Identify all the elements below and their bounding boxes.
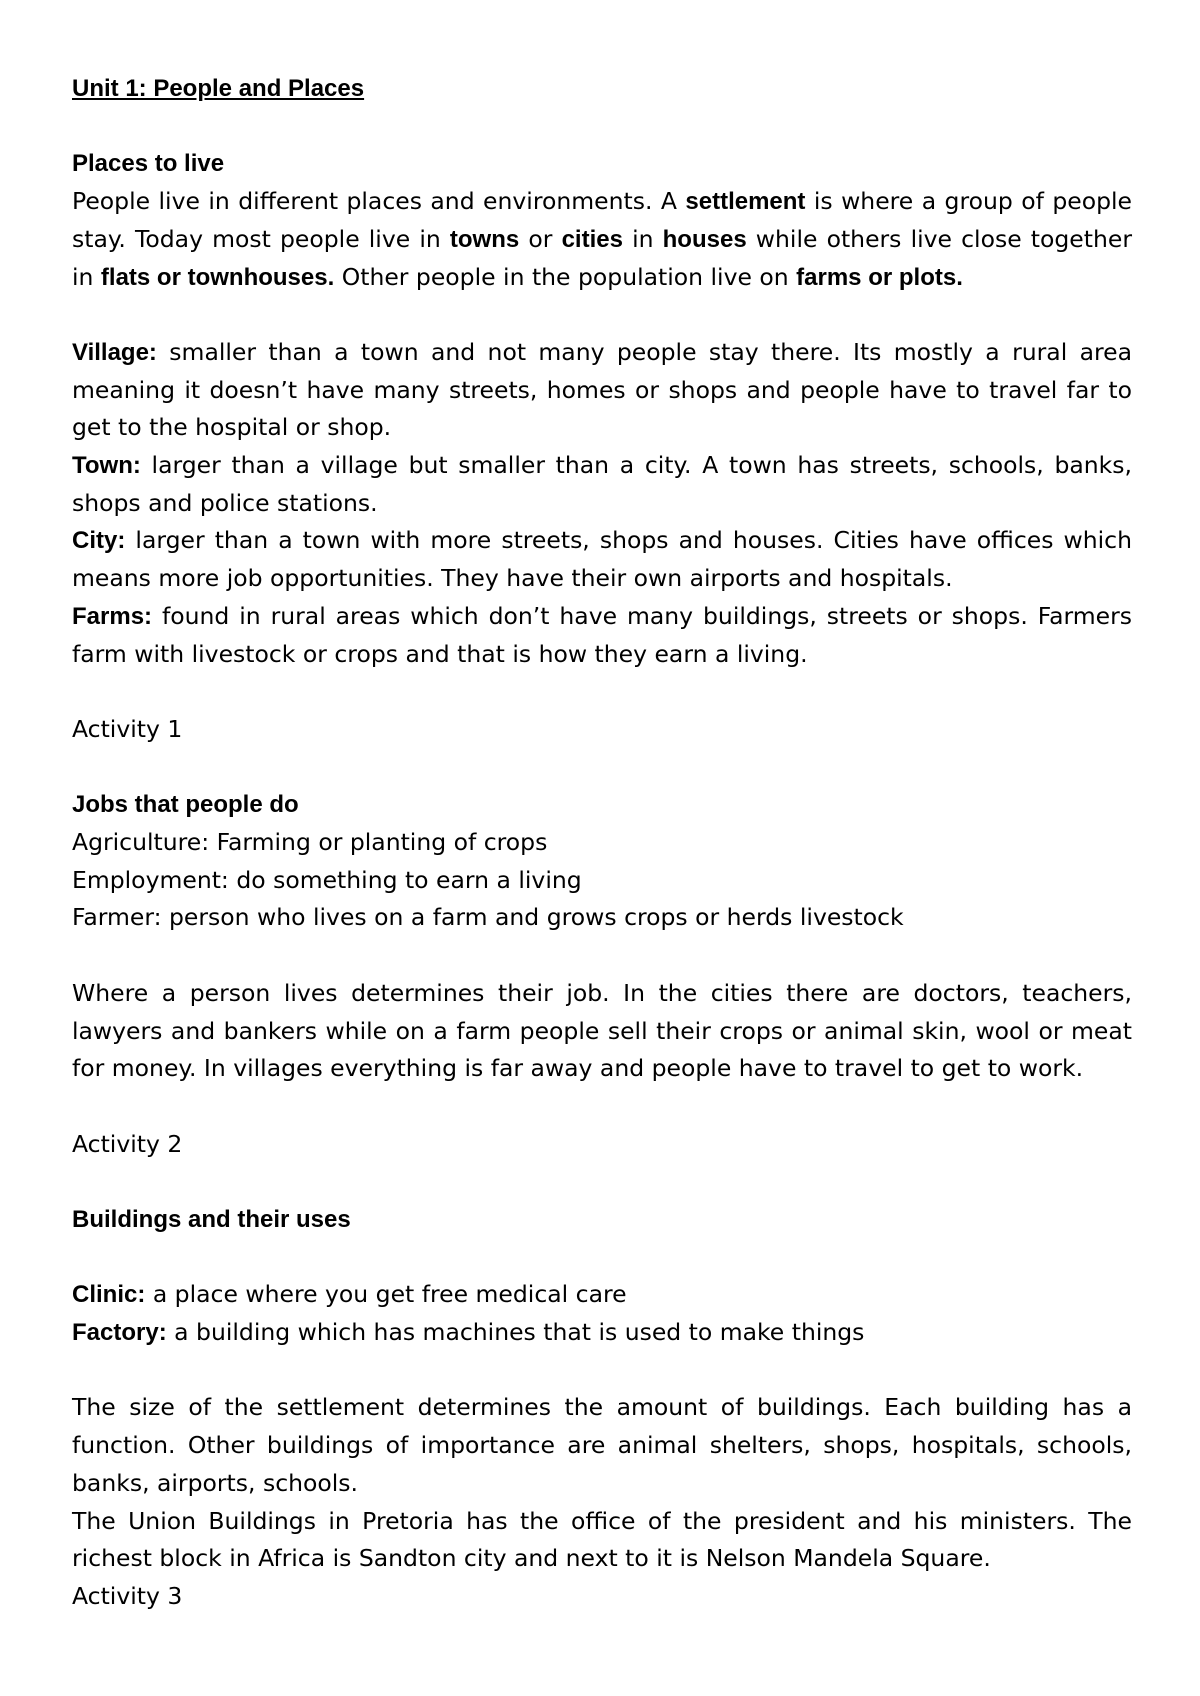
definition-text: found in rural areas which don’t have many buildings, streets or shops. Farmers farm with livestock or crops and that is how they earn a living. bbox=[72, 601, 1132, 668]
definition-clinic bbox=[72, 1276, 1132, 1314]
spacer bbox=[72, 1352, 1132, 1390]
definition-term: Clinic: bbox=[72, 1281, 146, 1309]
text-run: or bbox=[519, 224, 562, 253]
text-run: while others live close together in bbox=[72, 224, 1132, 291]
spacer bbox=[72, 1163, 1132, 1201]
section-heading-jobs: Jobs that people do bbox=[72, 791, 299, 819]
definition-village bbox=[72, 334, 1132, 447]
text-run: in bbox=[622, 224, 663, 253]
definition-term: Farms: bbox=[72, 602, 153, 630]
spacer bbox=[72, 937, 1132, 975]
definition-term: Village: bbox=[72, 338, 157, 366]
definition-town bbox=[72, 447, 1132, 522]
section-heading-places: Places to live bbox=[72, 150, 225, 178]
activity-3-label: Activity 3 bbox=[72, 1581, 183, 1610]
definition-term: Town: bbox=[72, 452, 141, 479]
definition-text: a place where you get free medical care bbox=[145, 1280, 627, 1309]
definition-text: larger than a village but smaller than a city. A town has streets, schools, banks, shops and police stations. bbox=[72, 451, 1132, 517]
spacer bbox=[72, 673, 1132, 711]
document-page bbox=[72, 70, 1132, 1616]
definition-city bbox=[72, 522, 1132, 597]
spacer bbox=[72, 1088, 1132, 1126]
definition-factory bbox=[72, 1314, 1132, 1352]
spacer bbox=[72, 108, 1132, 146]
spacer bbox=[72, 296, 1132, 334]
places-paragraph bbox=[72, 183, 1132, 296]
definition-text: larger than a town with more streets, shops and houses. Cities have offices which means more job opportunities. They have their own airports and hospitals. bbox=[72, 526, 1132, 593]
text-run: is where a group of people stay. Today most people live in bbox=[72, 187, 1132, 253]
jobs-line: Employment: do something to earn a living bbox=[72, 865, 582, 894]
definition-text: smaller than a town and not many people stay there. Its mostly a rural area meaning it doesn’t have many streets, homes or shops and people have to travel far to get to the hospital or shop. bbox=[72, 337, 1132, 442]
jobs-line: Farmer: person who lives on a farm and grows crops or herds livestock bbox=[72, 903, 904, 932]
activity-1-label: Activity 1 bbox=[72, 714, 183, 743]
bold-term: cities bbox=[561, 225, 623, 253]
text-run: Other people in the population live on bbox=[334, 262, 797, 291]
definition-text: a building which has machines that is used to make things bbox=[166, 1318, 865, 1347]
activity-2-label: Activity 2 bbox=[72, 1129, 183, 1158]
buildings-paragraph: The size of the settlement determines the amount of buildings. Each building has a function. Other buildings of importance are animal shelters, shops, hospitals, schools, banks, airports, schools. bbox=[72, 1393, 1132, 1497]
definition-farms bbox=[72, 598, 1132, 673]
page-title: Unit 1: People and Places bbox=[72, 75, 365, 102]
bold-term: towns bbox=[449, 225, 520, 253]
spacer bbox=[72, 1239, 1132, 1277]
jobs-line: Agriculture: Farming or planting of crops bbox=[72, 828, 548, 856]
definition-term: City: bbox=[72, 527, 126, 555]
bold-term: houses bbox=[662, 225, 747, 253]
bold-term: farms or plots. bbox=[796, 263, 963, 291]
bold-term: flats or townhouses. bbox=[100, 263, 335, 291]
definition-term: Factory: bbox=[72, 1319, 167, 1347]
jobs-paragraph: Where a person lives determines their job. In the cities there are doctors, teachers, lawyers and bankers while on a farm people sell their crops or animal skin, wool or meat for money. In villages everything is far away and people have to travel to get to work. bbox=[72, 978, 1132, 1083]
text-run: People live in different places and environments. A bbox=[72, 187, 686, 216]
union-buildings-paragraph: The Union Buildings in Pretoria has the office of the president and his ministers. The richest block in Africa is Sandton city and next to it is Nelson Mandela Square. bbox=[72, 1506, 1132, 1573]
section-heading-buildings: Buildings and their uses bbox=[72, 1205, 351, 1233]
bold-term: settlement bbox=[685, 188, 806, 216]
spacer bbox=[72, 749, 1132, 787]
